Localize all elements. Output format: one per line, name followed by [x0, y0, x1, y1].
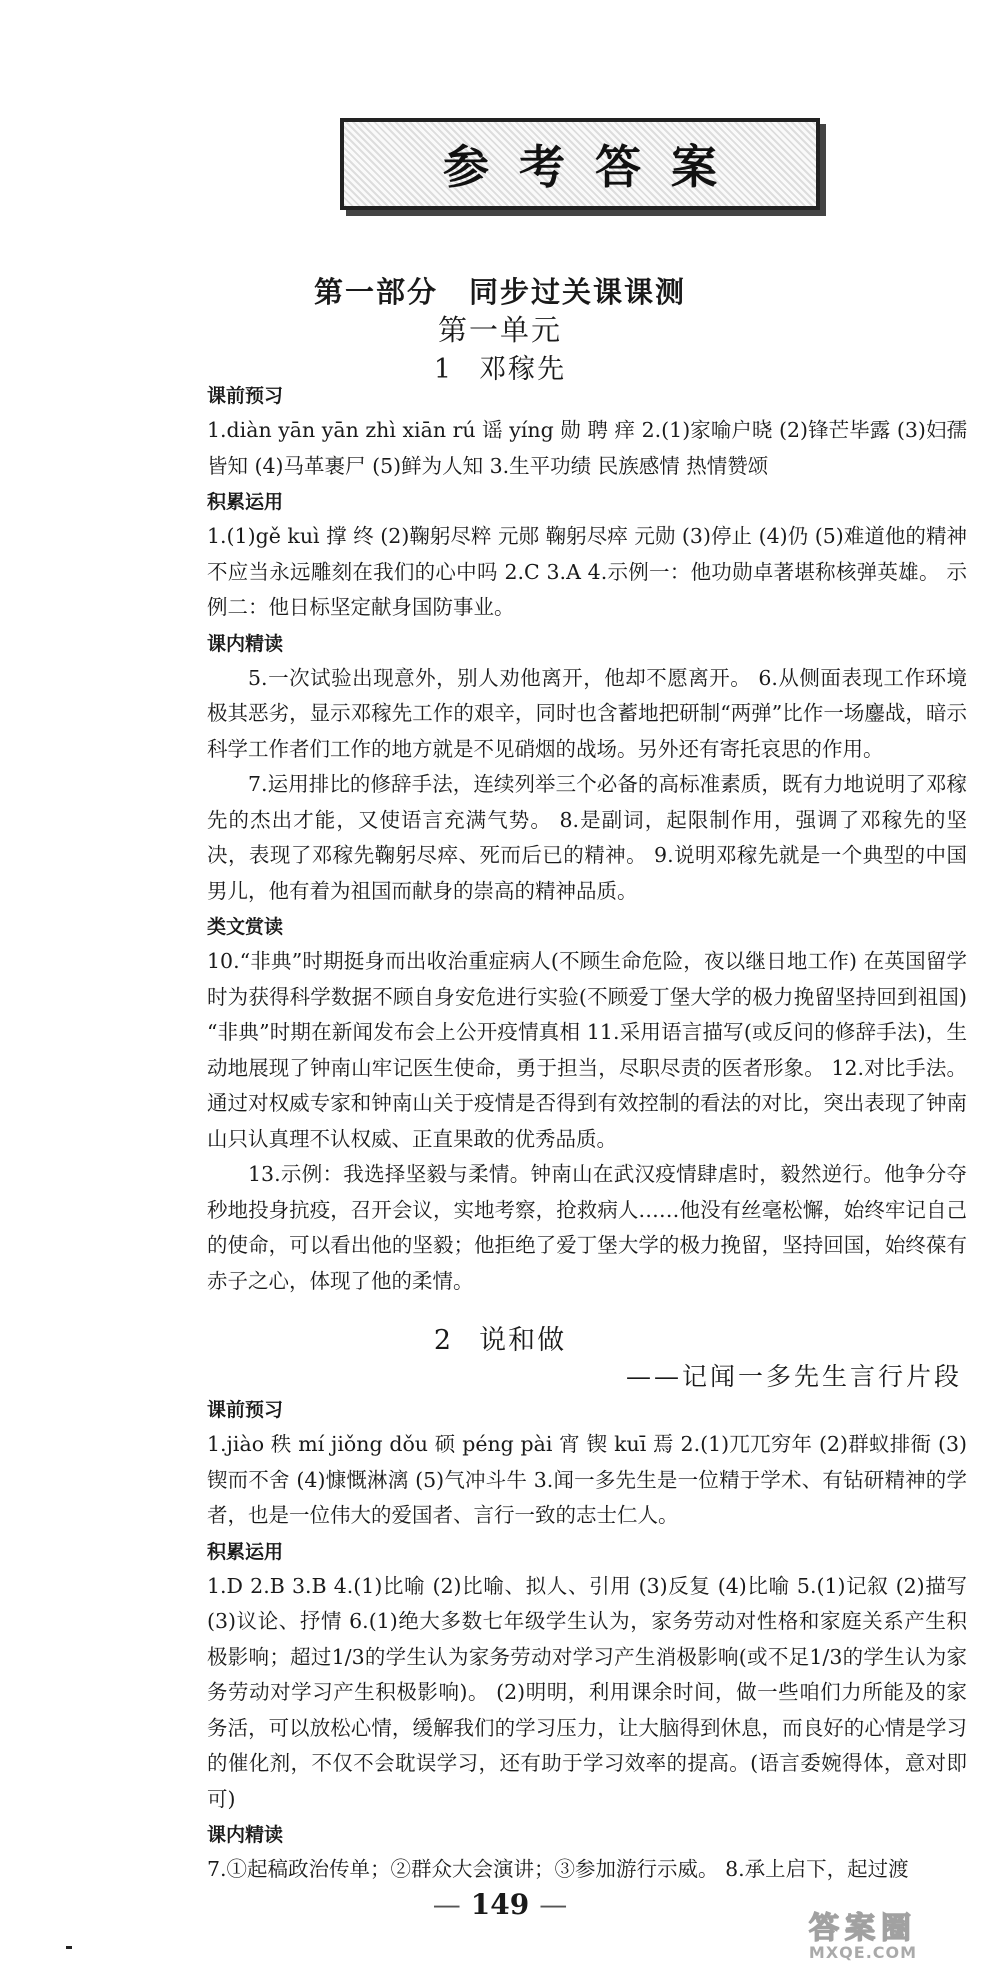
- lesson-2-subtitle: ——记闻一多先生言行片段: [625, 1362, 962, 1391]
- scan-mark: [66, 1946, 72, 1949]
- watermark-logo: [748, 1900, 978, 1964]
- lesson-2-number: 2: [433, 1325, 454, 1356]
- answer-paragraph: 1.jiào 秩 mí jiǒng dǒu 硕 péng pài 宵 锲 kuī 焉 2.(1)兀兀穷年 (2)群蚁排衙 (3)锲而不舍 (4)慷慨淋漓 (5)气冲斗牛 3.闻一多先生是一位精于学术、有钻研精神的学者，也是一位伟大的爱国者、言行一致的志士仁人。: [207, 1432, 967, 1527]
- answer-paragraph: 5.一次试验出现意外，别人劝他离开，他却不愿离开。 6.从侧面表现工作环境极其恶劣，显示邓稼先工作的艰辛，同时也含蓄地把研制“两弹”比作一场鏖战，暗示科学工作者们工作的地方就是不见硝烟的战场。另外还有寄托哀思的作用。: [207, 665, 967, 761]
- answer-paragraph: 10.“非典”时期挺身而出收治重症病人(不顾生命危险，夜以继日地工作) 在英国留学时为获得科学数据不顾自身安危进行实验(不顾爱丁堡大学的极力挽留坚持回到祖国) “非典”时期在新闻发布会上公开疫情真相 11.采用语言描写(或反问的修辞手法)，生动地展现了钟南山牢记医生使命，勇于担当，尽职尽责的医者形象。 12.对比手法。通过对权威专家和钟南山关于疫情是否得到有效控制的看法的对比，突出表现了钟南山只认真理不认权威、正直果敢的优秀品质。: [207, 949, 967, 1151]
- lesson-1-name: 邓稼先: [479, 354, 567, 385]
- lesson-2-content: [207, 1392, 967, 1888]
- section-heading: 积累运用: [207, 1540, 284, 1563]
- watermark-logo-text: 答案圈: [809, 1910, 917, 1946]
- answer-paragraph: 13.示例：我选择坚毅与柔情。钟南山在武汉疫情肆虐时，毅然逆行。他争分夺秒地投身抗疫，召开会议，实地考察，抢救病人……他没有丝毫松懈，始终牢记自己的使命，可以看出他的坚毅；他拒绝了爱丁堡大学的极力挽留，坚持回国，始终葆有赤子之心，体现了他的柔情。: [207, 1162, 967, 1293]
- section-heading: 类文赏读: [207, 916, 284, 938]
- answer-paragraph: 1.(1)gě kuì 撑 终 (2)鞠躬尽粹 元郧 鞠躬尽瘁 元勋 (3)停止 (4)仍 (5)难道他的精神不应当永远雕刻在我们的心中吗 2.C 3.A 4.示例一：他功勋卓著堪称核弹英雄。 示例二：他日标坚定献身国防事业。: [207, 524, 967, 619]
- section-heading: 课前预习: [207, 385, 284, 407]
- lesson-1-number: 1: [433, 354, 454, 385]
- answer-paragraph: 1.D 2.B 3.B 4.(1)比喻 (2)比喻、拟人、引用 (3)反复 (4)比喻 5.(1)记叙 (2)描写 (3)议论、抒情 6.(1)绝大多数七年级学生认为，家务劳动对性格和家庭关系产生积极影响；超过1/3的学生认为家务劳动对学习产生消极影响(或不足1/3的学生认为家务劳动对学习产生积极影响)。 (2)明明，利用课余时间，做一些咱们力所能及的家务活，可以放松心情，缓解我们的学习压力，让大脑得到休息，而良好的心情是学习的催化剂，不仅不会耽误学习，还有助于学习效率的提高。(语言委婉得体，意对即可): [207, 1573, 967, 1811]
- watermark-url: MXQE.COM: [808, 1942, 918, 1962]
- answer-paragraph: 7.①起稿政治传单；②群众大会演讲；③参加游行示威。 8.承上启下，起过渡: [207, 1857, 909, 1881]
- lesson-2-title: [0, 1318, 1000, 1357]
- dash-divider: —: [539, 1888, 568, 1921]
- section-heading: 课内精读: [207, 632, 284, 655]
- answer-paragraph: 7.运用排比的修辞手法，连续列举三个必备的高标准素质，既有力地说明了邓稼先的杰出才能，又使语言充满气势。 8.是副词，起限制作用，强调了邓稼先的坚决，表现了邓稼先鞠躬尽瘁、死而后已的精神。 9.说明邓稼先就是一个典型的中国男儿，他有着为祖国而献身的崇高的精神品质。: [207, 772, 967, 903]
- page-number-value: 149: [470, 1888, 530, 1921]
- part-title: 第一部分 同步过关课课测: [313, 275, 686, 309]
- answer-paragraph: 1.diàn yān yān zhì xiān rú 谣 yíng 勋 聘 痒 2.(1)家喻户晓 (2)锋芒毕露 (3)妇孺皆知 (4)马革裹尸 (5)鲜为人知 3.生平功绩 民族感情 热情赞颂: [207, 418, 967, 478]
- answer-header-title: 参考答案: [443, 140, 747, 194]
- unit-title: 第一单元: [437, 313, 562, 347]
- lesson-2-name: 说和做: [479, 1325, 567, 1356]
- dash-divider: —: [432, 1888, 461, 1921]
- section-heading: 课内精读: [207, 1824, 284, 1846]
- answer-header-box: [340, 118, 820, 210]
- lesson-1-content: [207, 378, 967, 1299]
- section-heading: 积累运用: [207, 491, 284, 513]
- section-heading: 课前预习: [207, 1399, 284, 1421]
